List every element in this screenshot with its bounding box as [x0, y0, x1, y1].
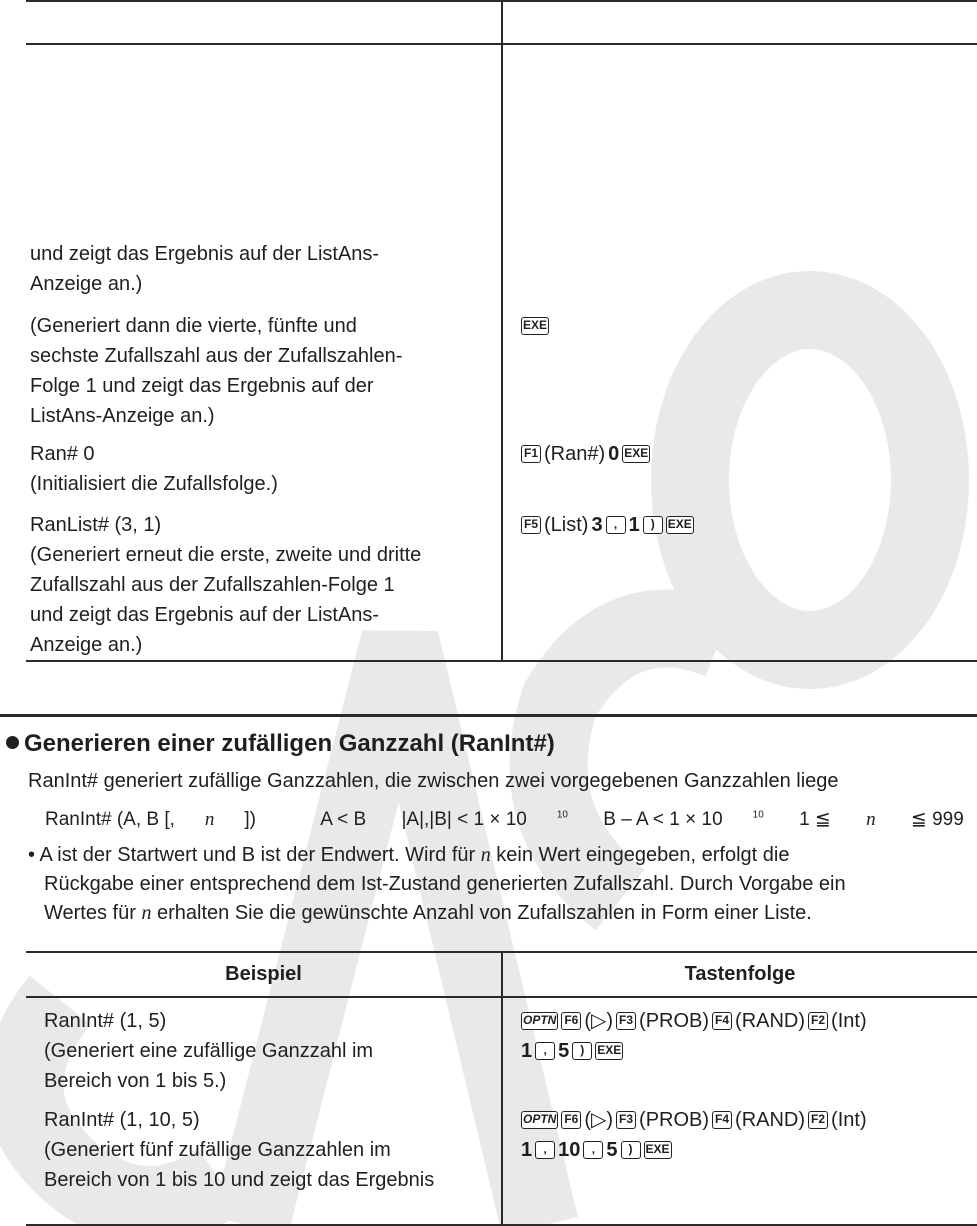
table-row [30, 239, 379, 299]
row-text: ListAns-Anzeige an.) [30, 405, 215, 427]
close-paren-key[interactable]: ) [572, 1042, 592, 1060]
section-heading [6, 730, 555, 758]
key-label: (Int) [831, 1010, 867, 1032]
table-row [30, 311, 402, 431]
key-label: (▷) [584, 1010, 614, 1032]
column-header-keys: Tastenfolge [684, 963, 796, 985]
f2-key[interactable]: F2 [808, 1012, 828, 1030]
key-number: 0 [608, 443, 620, 465]
bullet-icon [6, 736, 19, 749]
row-text: Bereich von 1 bis 10 und zeigt das Ergebnis [44, 1169, 435, 1191]
row-text: und zeigt das Ergebnis auf der ListAns- [30, 604, 380, 626]
key-number: 10 [558, 1139, 581, 1161]
condition: B – A < 1 × 10 $^{10}$ [603, 809, 764, 830]
note-line: • A ist der Startwert und B ist der Endwert. Wird für n kein Wert eingegeben, erfolgt die [28, 844, 790, 866]
row-text: Bereich von 1 bis 5.) [44, 1070, 227, 1092]
section-rule [0, 714, 977, 717]
comma-key[interactable]: , [535, 1042, 555, 1060]
heading-text: Generieren einer zufälligen Ganzzahl (RanInt#) [24, 730, 555, 757]
table-column-divider [501, 951, 503, 1226]
close-paren-key[interactable]: ) [643, 516, 663, 534]
key-number: 5 [606, 1139, 618, 1161]
key-label: (▷) [584, 1109, 614, 1131]
row-text: Ran# 0 [30, 443, 95, 465]
row-text: RanInt# (1, 10, 5) [44, 1109, 200, 1131]
row-text: (Generiert fünf zufällige Ganzzahlen im [44, 1139, 391, 1161]
condition: 1 ≦ n ≦ 999 [799, 809, 964, 830]
key-number: 3 [591, 514, 603, 536]
comma-key[interactable]: , [583, 1141, 603, 1159]
exe-key[interactable]: EXE [622, 445, 650, 463]
key-sequence [521, 510, 697, 540]
exe-key[interactable]: EXE [666, 516, 694, 534]
note-line: Wertes für n erhalten Sie die gewünschte Anzahl von Zufallszahlen in Form einer Liste. [44, 902, 812, 924]
key-label: (List) [544, 514, 589, 536]
row-text: und zeigt das Ergebnis auf der ListAns- [30, 243, 380, 265]
comma-key[interactable]: , [535, 1141, 555, 1159]
table-bottom-border [26, 660, 977, 662]
row-text: Folge 1 und zeigt das Ergebnis auf der [30, 375, 374, 397]
table-row [44, 1006, 373, 1096]
key-sequence [521, 1105, 870, 1165]
condition: |A|,|B| < 1 × 10 $^{10}$ [401, 809, 568, 830]
row-text: (Generiert erneut die erste, zweite und dritte [30, 544, 422, 566]
key-sequence [521, 311, 552, 341]
condition: A < B [320, 809, 367, 830]
row-text: RanList# (3, 1) [30, 514, 162, 536]
exe-key[interactable]: EXE [595, 1042, 623, 1060]
exe-key[interactable]: EXE [644, 1141, 672, 1159]
f3-key[interactable]: F3 [616, 1012, 636, 1030]
key-label: (RAND) [735, 1010, 806, 1032]
row-text: sechste Zufallszahl aus der Zufallszahlen- [30, 345, 403, 367]
row-text: Zufallszahl aus der Zufallszahlen-Folge 1 [30, 574, 395, 596]
optn-key[interactable]: OPTN [521, 1012, 558, 1030]
f5-key[interactable]: F5 [521, 516, 541, 534]
row-text: (Initialisiert die Zufallsfolge.) [30, 473, 278, 495]
syntax-formula [45, 808, 977, 831]
row-text: (Generiert dann die vierte, fünfte und [30, 315, 357, 337]
key-sequence [521, 439, 653, 469]
key-label: (RAND) [735, 1109, 806, 1131]
key-sequence [521, 1006, 870, 1066]
key-label: (PROB) [639, 1109, 710, 1131]
table-column-divider [501, 0, 503, 660]
column-header-example: Beispiel [225, 963, 302, 985]
intro-text: RanInt# generiert zufällige Ganzzahlen, die zwischen zwei vorgegebenen Ganzzahlen liege [28, 770, 839, 792]
f3-key[interactable]: F3 [616, 1111, 636, 1129]
comma-key[interactable]: , [606, 516, 626, 534]
key-label: (Ran#) [544, 443, 606, 465]
exe-key[interactable]: EXE [521, 317, 549, 335]
row-text: Anzeige an.) [30, 634, 143, 656]
row-text: Anzeige an.) [30, 273, 143, 295]
table-row [30, 439, 278, 499]
f4-key[interactable]: F4 [712, 1111, 732, 1129]
syntax-part: RanInt# (A, B [, n ]) [45, 809, 257, 830]
f1-key[interactable]: F1 [521, 445, 541, 463]
close-paren-key[interactable]: ) [621, 1141, 641, 1159]
key-label: (PROB) [639, 1010, 710, 1032]
key-label: (Int) [831, 1109, 867, 1131]
key-number: 1 [521, 1040, 533, 1062]
note-line: Rückgabe einer entsprechend dem Ist-Zustand generierten Zufallszahl. Durch Vorgabe ein [44, 873, 846, 895]
optn-key[interactable]: OPTN [521, 1111, 558, 1129]
f2-key[interactable]: F2 [808, 1111, 828, 1129]
key-number: 1 [521, 1139, 533, 1161]
row-text: RanInt# (1, 5) [44, 1010, 167, 1032]
key-number: 5 [558, 1040, 570, 1062]
table-row [44, 1105, 434, 1195]
row-text: (Generiert eine zufällige Ganzzahl im [44, 1040, 374, 1062]
f6-key[interactable]: F6 [561, 1111, 581, 1129]
table-row [30, 510, 421, 660]
f6-key[interactable]: F6 [561, 1012, 581, 1030]
f4-key[interactable]: F4 [712, 1012, 732, 1030]
key-number: 1 [628, 514, 640, 536]
